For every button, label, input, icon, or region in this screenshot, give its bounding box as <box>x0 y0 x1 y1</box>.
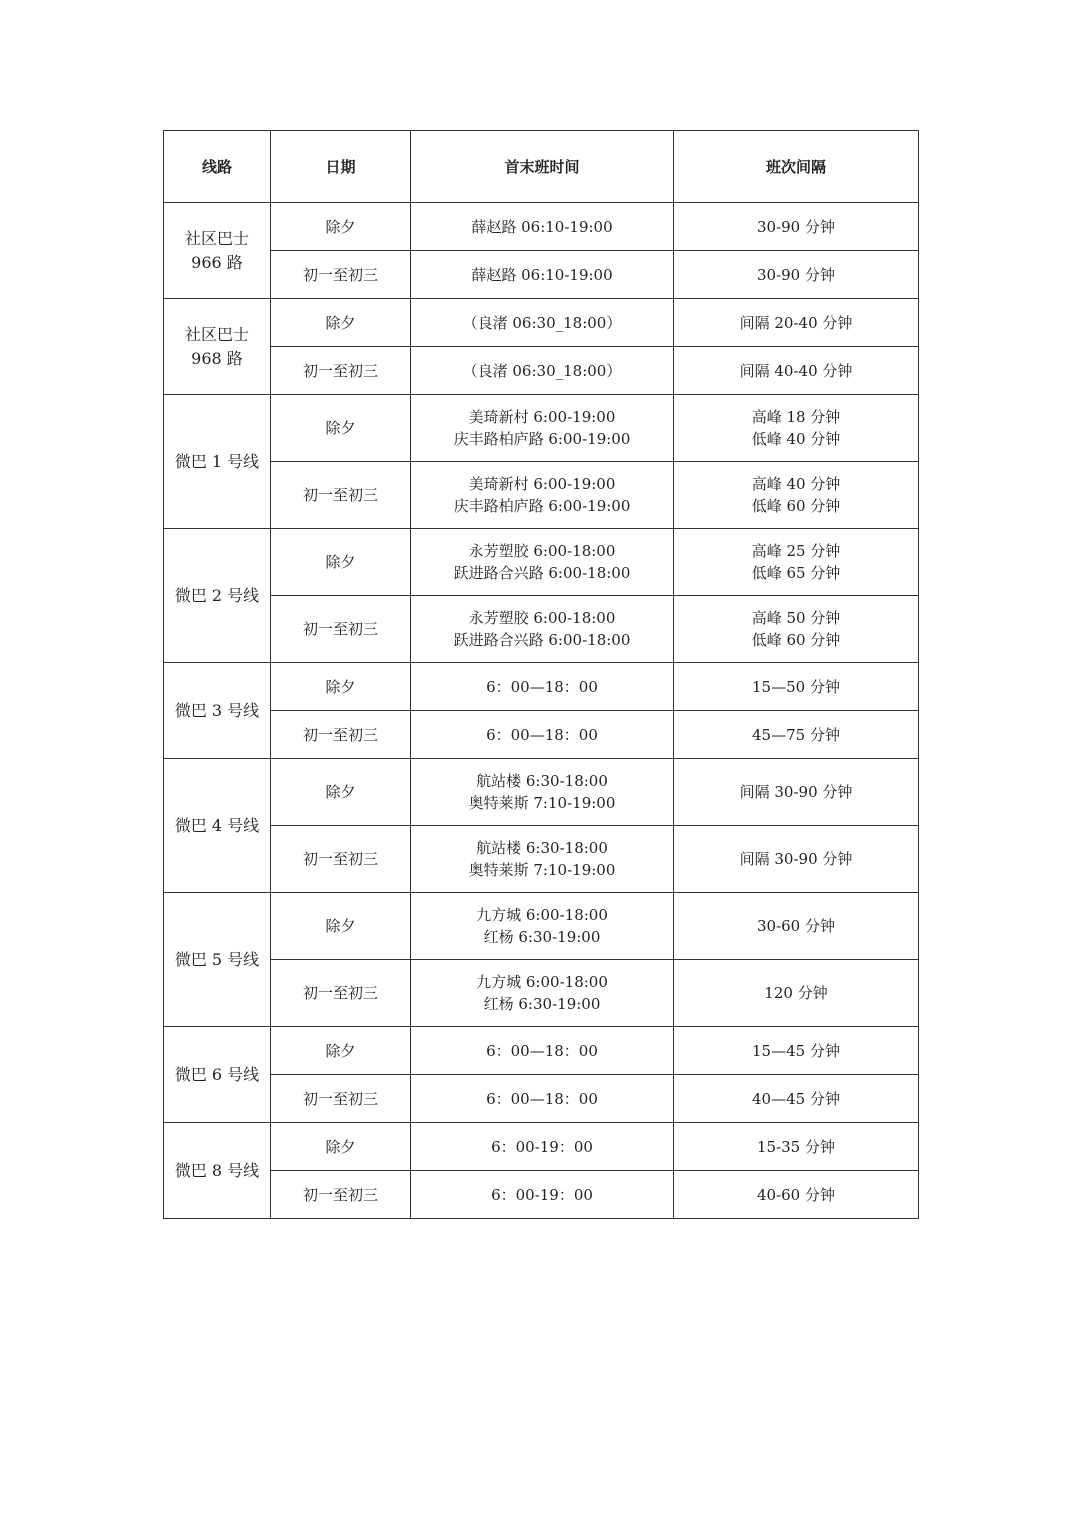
table-row <box>164 1123 919 1171</box>
service-hours-cell <box>411 596 674 663</box>
service-hours-line: 航站楼 6:30-18:00 <box>476 772 608 790</box>
interval-cell <box>674 529 919 596</box>
table-row <box>164 529 919 596</box>
interval-cell <box>674 1171 919 1219</box>
interval-line: 高峰 25 分钟 <box>751 542 841 560</box>
route-name-line: 微巴 4 号线 <box>174 815 260 835</box>
service-hours-line: 九方城 6:00-18:00 <box>476 973 608 991</box>
route-name-cell <box>164 759 271 893</box>
bus-schedule-table <box>163 130 919 1219</box>
date-cell: 初一至初三 <box>271 711 411 759</box>
service-hours-cell <box>411 1027 674 1075</box>
table-row <box>164 462 919 529</box>
interval-cell <box>674 299 919 347</box>
service-hours-line: 庆丰路柏庐路 6:00-19:00 <box>453 430 631 448</box>
interval-cell <box>674 663 919 711</box>
interval-line: 高峰 40 分钟 <box>751 475 841 493</box>
interval-cell <box>674 596 919 663</box>
interval-cell <box>674 960 919 1027</box>
service-hours-cell <box>411 1123 674 1171</box>
table-row <box>164 826 919 893</box>
service-hours-line: 奥特莱斯 7:10-19:00 <box>468 794 616 812</box>
table-row <box>164 1075 919 1123</box>
route-name-line: 微巴 8 号线 <box>174 1160 260 1180</box>
table-body <box>164 203 919 1219</box>
interval-cell <box>674 395 919 462</box>
interval-line: 低峰 60 分钟 <box>751 631 841 649</box>
interval-cell <box>674 203 919 251</box>
service-hours-line: 跃进路合兴路 6:00-18:00 <box>453 631 631 649</box>
route-name-line: 微巴 5 号线 <box>174 949 260 969</box>
service-hours-cell <box>411 759 674 826</box>
service-hours-line: 美琦新村 6:00-19:00 <box>468 408 616 426</box>
date-cell: 除夕 <box>271 1027 411 1075</box>
interval-line: 高峰 50 分钟 <box>751 609 841 627</box>
interval-line: 30-60 分钟 <box>756 917 835 935</box>
service-hours-cell <box>411 1171 674 1219</box>
interval-line: 15—45 分钟 <box>752 1041 840 1060</box>
interval-line: 低峰 65 分钟 <box>751 564 841 582</box>
date-cell: 除夕 <box>271 529 411 596</box>
header-date: 日期 <box>271 131 411 203</box>
interval-cell <box>674 759 919 826</box>
service-hours-line: 6：00-19：00 <box>491 1137 593 1156</box>
table-row <box>164 711 919 759</box>
service-hours-line: 九方城 6:00-18:00 <box>476 906 608 924</box>
service-hours-line: 红杨 6:30-19:00 <box>483 928 601 946</box>
table-row <box>164 1027 919 1075</box>
date-cell: 除夕 <box>271 893 411 960</box>
interval-line: 间隔 30-90 分钟 <box>739 783 853 801</box>
date-cell: 除夕 <box>271 299 411 347</box>
service-hours-cell <box>411 251 674 299</box>
interval-cell <box>674 251 919 299</box>
table-row <box>164 596 919 663</box>
table-row <box>164 395 919 462</box>
interval-line: 30-90 分钟 <box>756 265 835 284</box>
table-row <box>164 893 919 960</box>
route-name-line: 微巴 6 号线 <box>174 1064 260 1084</box>
route-name-cell <box>164 1123 271 1219</box>
interval-line: 间隔 20-40 分钟 <box>739 313 853 332</box>
interval-line: 15—50 分钟 <box>752 677 840 696</box>
interval-line: 45—75 分钟 <box>752 725 840 744</box>
route-name-cell <box>164 1027 271 1123</box>
service-hours-cell <box>411 711 674 759</box>
service-hours-cell <box>411 960 674 1027</box>
interval-cell <box>674 826 919 893</box>
service-hours-line: 航站楼 6:30-18:00 <box>476 839 608 857</box>
date-cell: 除夕 <box>271 203 411 251</box>
date-cell: 除夕 <box>271 1123 411 1171</box>
service-hours-line: 美琦新村 6:00-19:00 <box>468 475 616 493</box>
date-cell: 初一至初三 <box>271 251 411 299</box>
date-cell: 除夕 <box>271 663 411 711</box>
route-name-cell <box>164 395 271 529</box>
route-name-cell <box>164 203 271 299</box>
header-interval: 班次间隔 <box>674 131 919 203</box>
interval-line: 间隔 30-90 分钟 <box>739 850 853 868</box>
table-row <box>164 1171 919 1219</box>
route-name-cell <box>164 663 271 759</box>
date-cell: 初一至初三 <box>271 596 411 663</box>
service-hours-cell <box>411 826 674 893</box>
table-row <box>164 203 919 251</box>
interval-cell <box>674 893 919 960</box>
date-cell: 初一至初三 <box>271 347 411 395</box>
route-name-line: 966 路 <box>191 252 243 272</box>
route-name-line: 微巴 2 号线 <box>174 585 260 605</box>
route-name-line: 微巴 1 号线 <box>174 451 260 471</box>
route-name-line: 社区巴士 <box>184 324 249 344</box>
table-row <box>164 347 919 395</box>
interval-line: 低峰 40 分钟 <box>751 430 841 448</box>
date-cell: 初一至初三 <box>271 1075 411 1123</box>
interval-line: 间隔 40-40 分钟 <box>739 361 853 380</box>
route-name-line: 微巴 3 号线 <box>174 700 260 720</box>
service-hours-cell <box>411 1075 674 1123</box>
service-hours-line: 6：00—18：00 <box>486 677 598 696</box>
service-hours-line: 6：00—18：00 <box>486 1041 598 1060</box>
date-cell: 除夕 <box>271 759 411 826</box>
interval-line: 40—45 分钟 <box>752 1089 840 1108</box>
table-row <box>164 960 919 1027</box>
service-hours-line: 薛赵路 06:10-19:00 <box>471 265 613 284</box>
date-cell: 除夕 <box>271 395 411 462</box>
interval-cell <box>674 1027 919 1075</box>
interval-cell <box>674 1123 919 1171</box>
service-hours-cell <box>411 893 674 960</box>
interval-line: 120 分钟 <box>764 984 828 1002</box>
service-hours-line: （良渚 06:30_18:00） <box>462 361 622 380</box>
service-hours-cell <box>411 395 674 462</box>
date-cell: 初一至初三 <box>271 826 411 893</box>
date-cell: 初一至初三 <box>271 960 411 1027</box>
interval-line: 低峰 60 分钟 <box>751 497 841 515</box>
service-hours-cell <box>411 663 674 711</box>
service-hours-line: 奥特莱斯 7:10-19:00 <box>468 861 616 879</box>
service-hours-line: 6：00—18：00 <box>486 1089 598 1108</box>
service-hours-line: 红杨 6:30-19:00 <box>483 995 601 1013</box>
service-hours-cell <box>411 203 674 251</box>
route-name-line: 968 路 <box>191 348 243 368</box>
interval-cell <box>674 462 919 529</box>
service-hours-cell <box>411 299 674 347</box>
service-hours-line: 庆丰路柏庐路 6:00-19:00 <box>453 497 631 515</box>
header-service-hours: 首末班时间 <box>411 131 674 203</box>
date-cell: 初一至初三 <box>271 1171 411 1219</box>
service-hours-line: （良渚 06:30_18:00） <box>462 313 622 332</box>
table-row <box>164 299 919 347</box>
service-hours-line: 6：00—18：00 <box>486 725 598 744</box>
service-hours-cell <box>411 529 674 596</box>
route-name-cell <box>164 529 271 663</box>
interval-line: 15-35 分钟 <box>756 1137 835 1156</box>
header-route: 线路 <box>164 131 271 203</box>
service-hours-cell <box>411 347 674 395</box>
route-name-cell <box>164 299 271 395</box>
interval-cell <box>674 347 919 395</box>
interval-cell <box>674 711 919 759</box>
table-row <box>164 759 919 826</box>
table-row <box>164 663 919 711</box>
service-hours-line: 薛赵路 06:10-19:00 <box>471 217 613 236</box>
date-cell: 初一至初三 <box>271 462 411 529</box>
interval-line: 高峰 18 分钟 <box>751 408 841 426</box>
route-name-line: 社区巴士 <box>184 228 249 248</box>
interval-cell <box>674 1075 919 1123</box>
service-hours-line: 永芳塑胶 6:00-18:00 <box>468 609 616 627</box>
table-header-row <box>164 131 919 203</box>
interval-line: 30-90 分钟 <box>756 217 835 236</box>
service-hours-cell <box>411 462 674 529</box>
table-row <box>164 251 919 299</box>
service-hours-line: 跃进路合兴路 6:00-18:00 <box>453 564 631 582</box>
interval-line: 40-60 分钟 <box>756 1185 835 1204</box>
service-hours-line: 永芳塑胶 6:00-18:00 <box>468 542 616 560</box>
service-hours-line: 6：00-19：00 <box>491 1185 593 1204</box>
route-name-cell <box>164 893 271 1027</box>
